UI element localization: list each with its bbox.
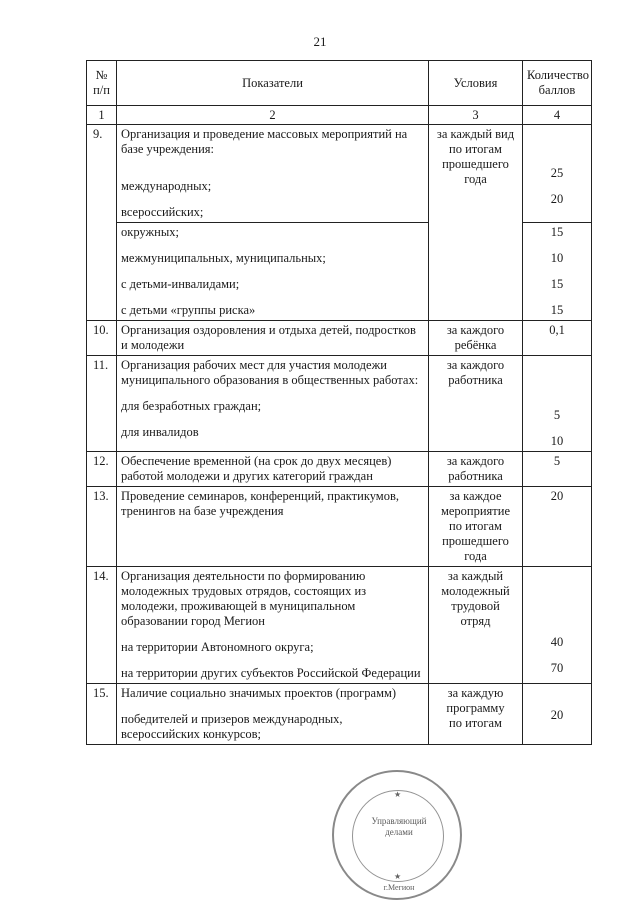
item-label: окружных; (121, 225, 179, 239)
header-points: Количество баллов (523, 61, 592, 106)
row-points (523, 125, 592, 223)
score-table (86, 60, 592, 745)
table-row (87, 321, 592, 356)
row-condition: за каждую программу по итогам (429, 684, 523, 745)
row-title: Наличие социально значимых проектов (программ) (121, 686, 397, 700)
item-label: межмуниципальных, муниципальных; (121, 251, 326, 265)
row-title: Организация и проведение массовых мероприятий на базе учреждения: (121, 127, 408, 156)
item-label: на территории других субъектов Российской Федерации (121, 666, 421, 680)
item-points: 10 (550, 434, 564, 448)
official-seal (332, 770, 462, 900)
row-number: 15. (87, 684, 117, 745)
row-title: Проведение семинаров, конференций, практикумов, тренингов на базе учреждения (121, 489, 399, 518)
column-number: 2 (117, 106, 429, 125)
seal-star-icon: ★ (394, 872, 402, 881)
item-points: 15 (550, 303, 564, 317)
row-condition: за каждого ребёнка (429, 321, 523, 356)
item-label: для безработных граждан; (121, 399, 262, 413)
item-points: 15 (550, 225, 564, 239)
table-row (87, 356, 592, 452)
row-indicator (117, 567, 429, 684)
table-row (87, 487, 592, 567)
table-row (87, 452, 592, 487)
row-indicator (117, 684, 429, 745)
page-number: 21 (313, 34, 327, 49)
column-number: 3 (429, 106, 523, 125)
item-label: победителей и призеров международных, всероссийских конкурсов; (121, 712, 343, 741)
item-points: 15 (550, 277, 564, 291)
seal-center-text: Управляющий делами (371, 816, 427, 837)
row-title: Организация рабочих мест для участия молодежи муниципального образования в общественных работах: (121, 358, 419, 387)
item-label: с детьми-инвалидами; (121, 277, 240, 291)
item-points: 25 (550, 166, 564, 180)
row-title: Организация оздоровления и отдыха детей, подростков и молодежи (121, 323, 416, 352)
row-number: 9. (87, 125, 117, 321)
item-points: 40 (550, 635, 564, 649)
row-points: 5 (523, 452, 592, 487)
item-label: на территории Автономного округа; (121, 640, 314, 654)
column-number: 4 (523, 106, 592, 125)
row-condition: за каждый молодежный трудовой отряд (429, 567, 523, 684)
row-indicator (117, 452, 429, 487)
table-row (87, 125, 592, 223)
header-num: № п/п (87, 61, 117, 106)
item-points: 70 (550, 661, 564, 675)
item-label: международных; (121, 179, 212, 193)
item-points: 5 (553, 408, 561, 422)
column-number: 1 (87, 106, 117, 125)
row-number: 10. (87, 321, 117, 356)
item-points: 20 (550, 192, 564, 206)
row-number: 11. (87, 356, 117, 452)
row-title: Обеспечение временной (на срок до двух месяцев) работой молодежи и других категорий граждан (121, 454, 392, 483)
row-condition: за каждое мероприятие по итогам прошедшего года (429, 487, 523, 567)
item-label: всероссийских; (121, 205, 204, 219)
row-number: 12. (87, 452, 117, 487)
row-indicator (117, 125, 429, 223)
row-points: 20 (523, 487, 592, 567)
row-points: 0,1 (523, 321, 592, 356)
item-label: с детьми «группы риска» (121, 303, 256, 317)
row-indicator (117, 487, 429, 567)
item-points: 10 (550, 251, 564, 265)
item-label: для инвалидов (121, 425, 199, 439)
seal-bottom-text: г.Мегион (383, 883, 415, 892)
seal-star-icon: ★ (394, 790, 402, 799)
column-numbers-row (87, 106, 592, 125)
row-points (523, 567, 592, 684)
row-condition: за каждого работника (429, 452, 523, 487)
header-conditions: Условия (429, 61, 523, 106)
item-points: 20 (550, 708, 564, 722)
table-row (87, 567, 592, 684)
row-points (523, 356, 592, 452)
row-condition: за каждый вид по итогам прошедшего года (429, 125, 523, 321)
row-indicator (117, 321, 429, 356)
row-condition: за каждого работника (429, 356, 523, 452)
row-indicator (117, 356, 429, 452)
row-points (523, 684, 592, 745)
header-indicators: Показатели (117, 61, 429, 106)
row-number: 14. (87, 567, 117, 684)
row-indicator (117, 223, 429, 321)
table-row (87, 684, 592, 745)
row-points (523, 223, 592, 321)
row-number: 13. (87, 487, 117, 567)
row-title: Организация деятельности по формированию молодежных трудовых отрядов, состоящих из молодежи, проживающей в муниципальном образовании город Мегион (121, 569, 367, 628)
header-row (87, 61, 592, 106)
